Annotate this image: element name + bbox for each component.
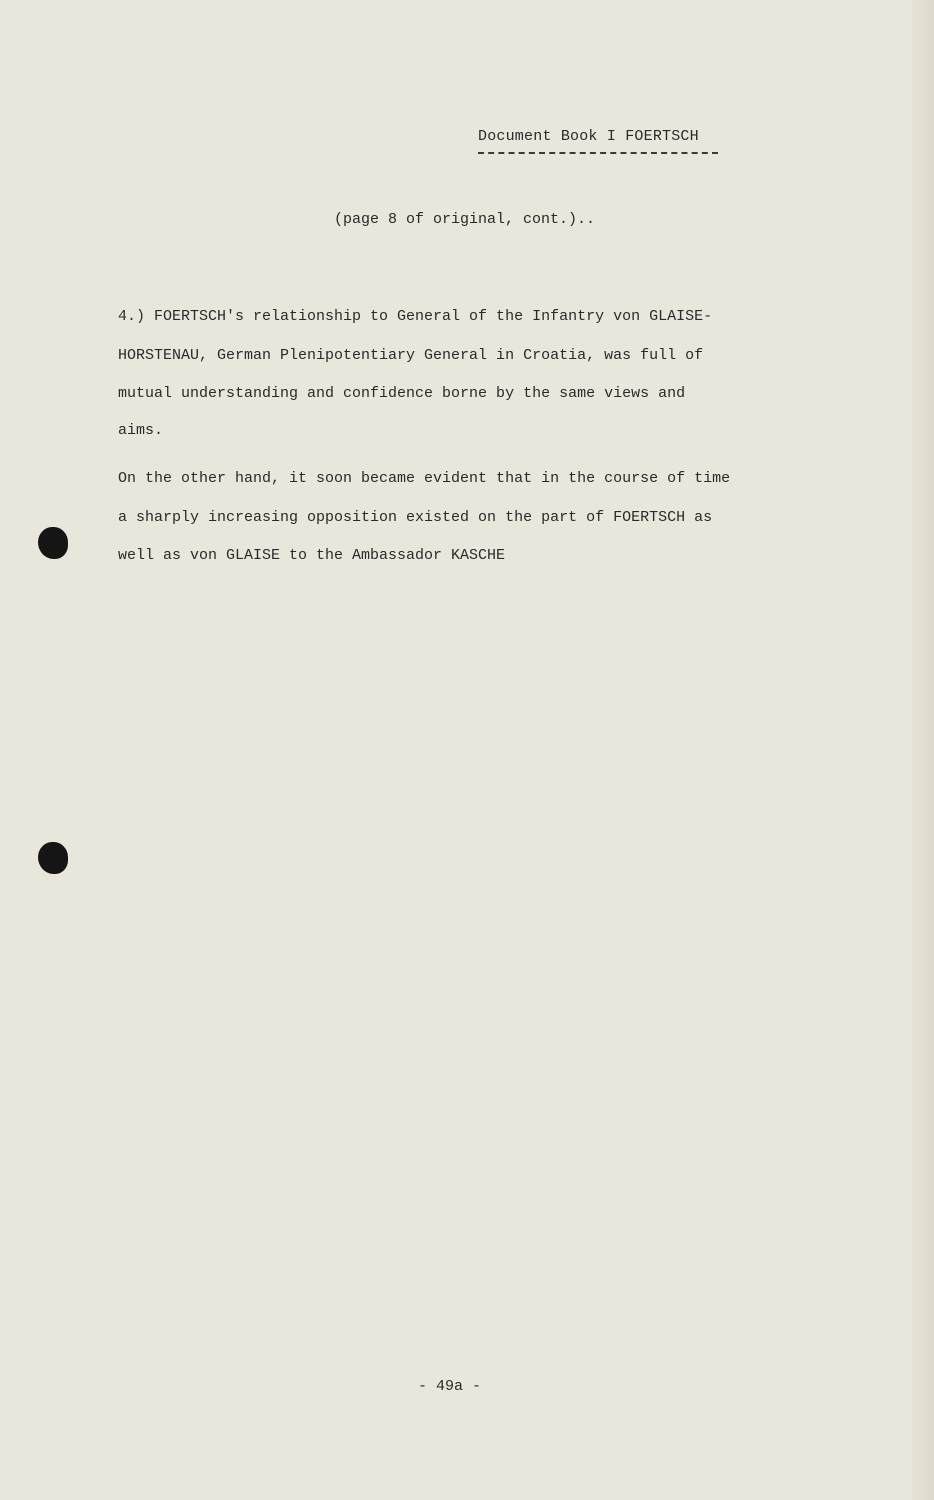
page-note: (page 8 of original, cont.).. (334, 211, 596, 228)
body-line: HORSTENAU, German Plenipotentiary General in Croatia, was full of (118, 347, 704, 364)
punch-hole (38, 842, 68, 874)
page-number: - 49a - (418, 1378, 482, 1395)
body-line: aims. (118, 422, 164, 439)
body-line: On the other hand, it soon became evident that in the course of time (118, 470, 731, 487)
body-line: a sharply increasing opposition existed on the part of FOERTSCH as (118, 509, 713, 526)
body-line: 4.) FOERTSCH's relationship to General of the Infantry von GLAISE- (118, 308, 713, 325)
document-reference: Document Book I FOERTSCH (478, 128, 699, 145)
punch-hole (38, 527, 68, 559)
document-reference-underline (478, 152, 718, 154)
body-line: mutual understanding and confidence borne by the same views and (118, 385, 686, 402)
page-edge (912, 0, 934, 1500)
body-line: well as von GLAISE to the Ambassador KASCHE (118, 547, 506, 564)
